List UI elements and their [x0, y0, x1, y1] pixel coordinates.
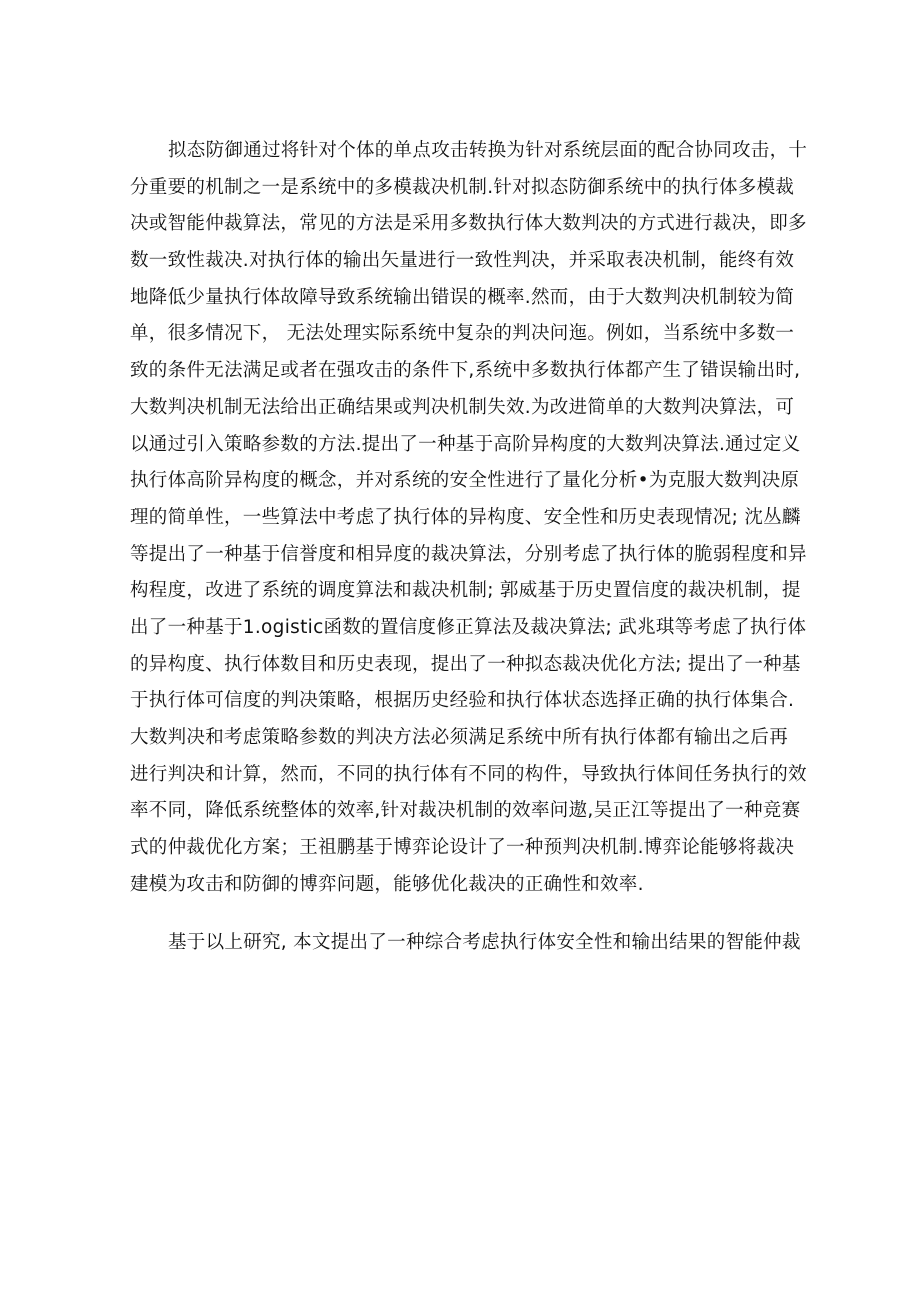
body-text [0, 133, 920, 962]
paragraph-1-line-3: 决或智能仲裁算法，常见的方法是采用多数执行体大数判决的方式进行裁决，即多 [130, 213, 807, 235]
paragraph-1-line-10: 执行体高阶异构度的概念，并对系统的安全性进行了量化分析•为克服大数判决原 [130, 470, 800, 492]
paragraph-1-line-18: 进行判决和计算，然而，不同的执行体有不同的构件，导致执行体间任务执行的效 [130, 763, 807, 785]
paragraph-1-line-5: 地降低少量执行体故障导致系统输出错误的概率.然而，由于大数判决机制较为简 [130, 286, 795, 308]
paragraph-1-line-1: 拟态防御通过将针对个体的单点攻击转换为针对系统层面的配合协同攻击，十 [168, 140, 808, 161]
paragraph-1-line-9: 以通过引入策略参数的方法.提出了一种基于高阶异构度的大数判决算法.通过定义 [130, 433, 801, 455]
paragraph-1-line-12: 等提出了一种基于信誉度和相异度的裁决算法，分别考虑了执行体的脆弱程度和异 [130, 543, 807, 565]
paragraph-1-line-16: 于执行体可信度的判决策略，根据历史经验和执行体状态选择正确的执行体集合. [130, 690, 795, 712]
paragraph-1-line-2: 分重要的机制之一是系统中的多模裁决机制.针对拟态防御系统中的执行体多模裁 [130, 176, 795, 198]
paragraph-1-line-17: 大数判决和考虑策略参数的判决方法必须满足系统中所有执行体都有输出之后再 [130, 727, 789, 748]
paragraph-2-line-1: 基于以上研究, 本文提出了一种综合考虑执行体安全性和输出结果的智能仲裁 [168, 932, 801, 954]
paragraph-1-line-6: 单，很多情况下， 无法处理实际系统中复杂的判决问迤。例如，当系统中多数一 [130, 323, 795, 345]
paragraph-1-line-21: 建模为攻击和防御的博弈问题，能够优化裁决的正确性和效率. [130, 873, 644, 895]
paragraph-1-line-7: 致的条件无法满足或者在强攻击的条件下,系统中多数执行体都产生了错误输出时, [130, 360, 801, 382]
paragraph-1-line-8: 大数判决机制无法给出正确结果或判决机制失效.为改进简单的大数判决算法，可 [130, 396, 795, 418]
paragraph-1-line-15: 的异构度、执行体数目和历史表现，提出了一种拟态裁决优化方法; 提出了一种基 [130, 653, 801, 675]
paragraph-1-line-20: 式的仲裁优化方案；王祖鹏基于博弈论设计了一种预判决机制.博弈论能够将裁决 [130, 837, 795, 859]
paragraph-1-line-13: 构程度，改进了系统的调度算法和裁决机制; 郭威基于历史置信度的裁决机制，提 [130, 580, 801, 602]
paragraph-1-line-19: 率不同，降低系统整体的效率,针对裁决机制的效率问遨,吴正江等提出了一种竞赛 [130, 800, 801, 822]
paragraph-1-line-11: 理的简单性，一些算法中考虑了执行体的异构度、安全性和历史表现情况; 沈丛麟 [130, 506, 801, 528]
paragraph-1-line-4: 数一致性裁决.对执行体的输出矢量进行一致性判决，并采取表决机制，能终有效 [130, 250, 795, 272]
paragraph-1-line-14: 出了一种基于1.ogistic函数的置信度修正算法及裁决算法; 武兆琪等考虑了执行体 [130, 616, 807, 638]
